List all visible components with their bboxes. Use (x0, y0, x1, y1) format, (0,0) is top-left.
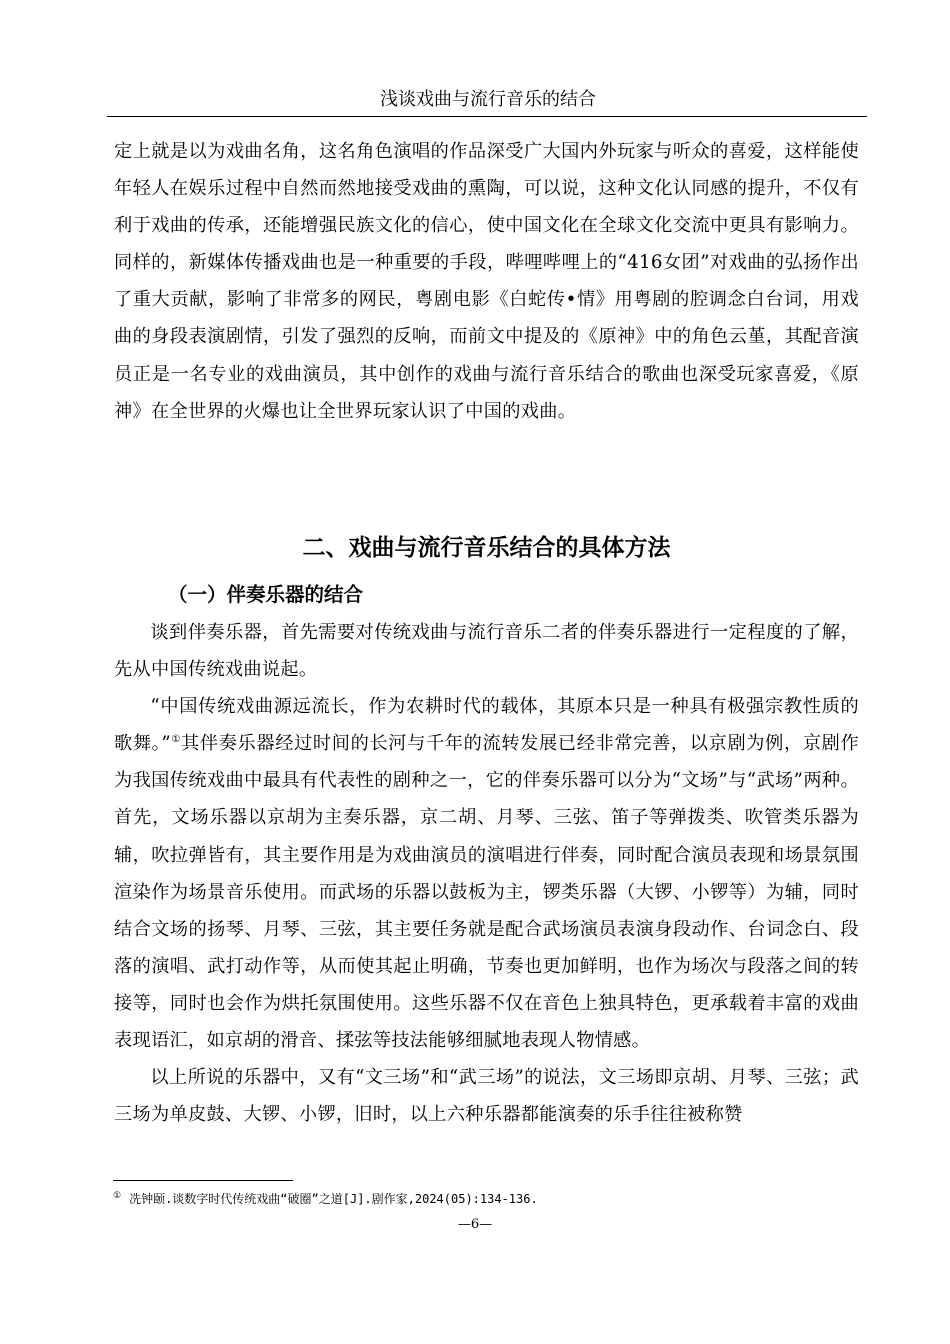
running-header: 浅谈戏曲与流行音乐的结合 (380, 89, 596, 110)
footnote-separator (113, 1180, 293, 1181)
continued-paragraph (114, 133, 859, 430)
quoted-text: “中国传统戏曲源远流长，作为农耕时代的载体，其原本只是一种具有极强宗教性质的歌舞。” (114, 696, 859, 755)
paragraph: 谈到伴奏乐器，首先需要对传统戏曲与流行音乐二者的伴奏乐器进行一定程度的了解，先从中国传统戏曲说起。 (114, 622, 859, 681)
footnote-reference[interactable]: ① (171, 734, 182, 746)
footnote-mark: ① (113, 1191, 122, 1201)
paragraph-text: 定上就是以为戏曲名角，这名角色演唱的作品深受广大国内外玩家与听众的喜爱，这样能使年轻人在娱乐过程中自然而然地接受戏曲的熏陶，可以说，这种文化认同感的提升，不仅有利于戏曲的传承，还能增强民族文化的信心，使中国文化在全球文化交流中更具有影响力。同样的，新媒体传播戏曲也是一种重要的手段，哔哩哔哩上的“416女团”对戏曲的弘扬作出了重大贡献，影响了非常多的网民，粤剧电影《白蛇传•情》用粤剧的腔调念白台词，用戏曲的身段表演剧情，引发了强烈的反响，而前文中提及的《原神》中的角色云堇，其配音演员正是一名专业的戏曲演员，其中创作的戏曲与流行音乐结合的歌曲也深受玩家喜爱，《原神》在全世界的火爆也让全世界玩家认识了中国的戏曲。 (114, 141, 859, 422)
paragraph-with-citation (114, 688, 859, 1059)
page-number: —6— (457, 1217, 493, 1232)
footnote-text: 冼钟颐.谈数字时代传统戏曲“破圈”之道[J].剧作家,2024(05):134-136. (129, 1192, 538, 1206)
section-body (114, 614, 859, 1133)
paragraph-text: 其伴奏乐器经过时间的长河与千年的流转发展已经非常完善，以京剧为例，京剧作为我国传统戏曲中最具有代表性的剧种之一，它的伴奏乐器可以分为“文场”与“武场”两种。首先，文场乐器以京胡为主奏乐器，京二胡、月琴、三弦、笛子等弹拨类、吹管类乐器为辅，吹拉弹皆有，其主要作用是为戏曲演员的演唱进行伴奏，同时配合演员表现和场景氛围渲染作为场景音乐使用。而武场的乐器以鼓板为主，锣类乐器（大锣、小锣等）为辅，同时结合文场的扬琴、月琴、三弦，其主要任务就是配合武场演员表演身段动作、台词念白、段落的演唱、武打动作等，从而使其起止明确，节奏也更加鲜明，也作为场次与段落之间的转接等，同时也会作为烘托氛围使用。这些乐器不仅在音色上独具特色，更承载着丰富的戏曲表现语汇，如京胡的滑音、揉弦等技法能够细腻地表现人物情感。 (114, 733, 859, 1052)
subsection-heading: （一）伴奏乐器的结合 (168, 583, 364, 606)
header-rule (107, 116, 867, 117)
footnote (113, 1186, 858, 1209)
paragraph: 以上所说的乐器中，又有“文三场”和“武三场”的说法，文三场即京胡、月琴、三弦；武三场为单皮鼓、大锣、小锣，旧时，以上六种乐器都能演奏的乐手往往被称赞 (114, 1067, 859, 1126)
section-heading: 二、戏曲与流行音乐结合的具体方法 (302, 535, 671, 561)
